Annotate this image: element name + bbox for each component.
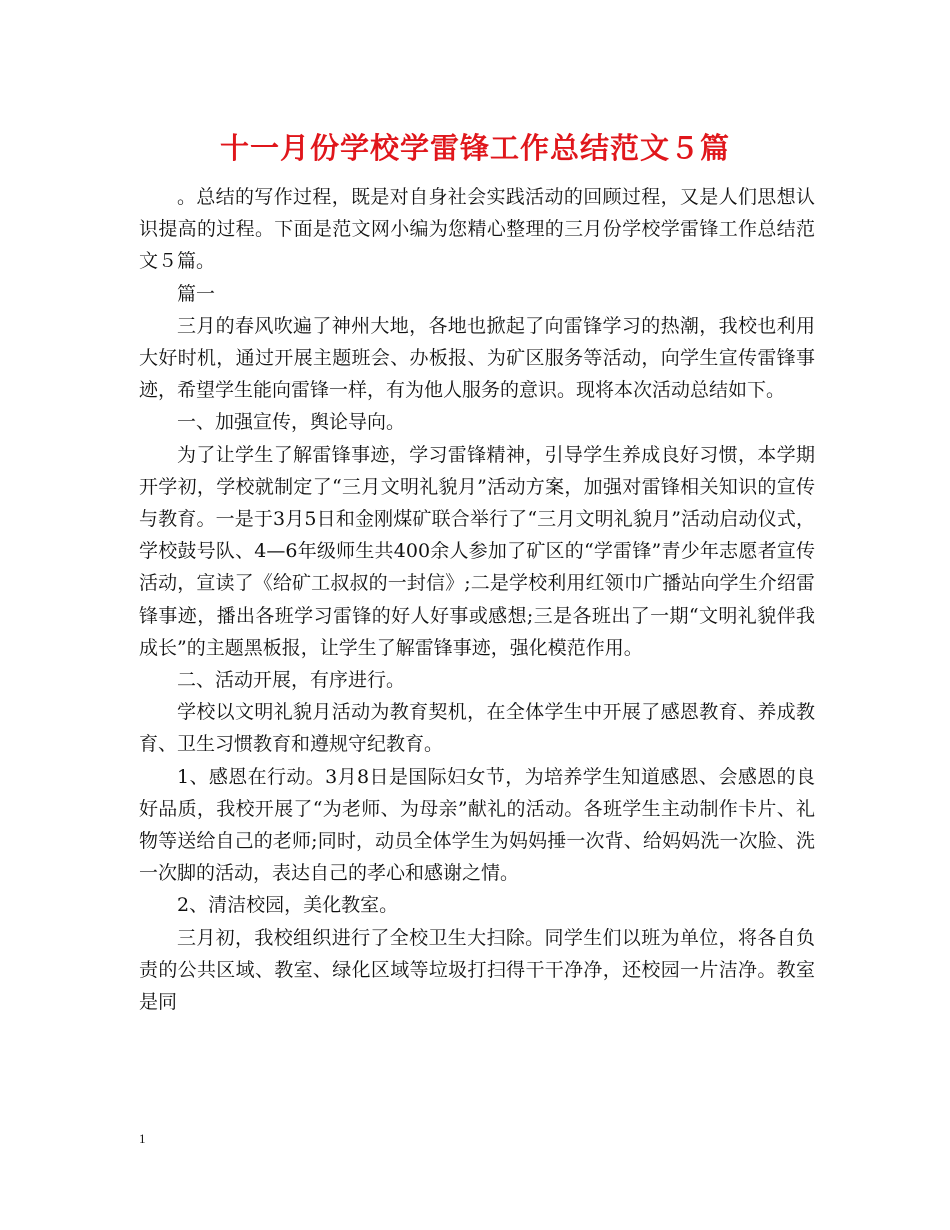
paragraph-promotion: 为了让学生了解雷锋事迹，学习雷锋精神，引导学生养成良好习惯，本学期开学初，学校就制定了“三月文明礼貌月”活动方案，加强对雷锋相关知识的宣传与教育。一是于3月5日和金刚煤矿联合举行了“三月文明礼貌月”活动启动仪式，学校鼓号队、4—6年级师生共400余人参加了矿区的“学雷锋”青少年志愿者宣传活动，宣读了《给矿工叔叔的一封信》;二是学校利用红领巾广播站向学生介绍雷锋事迹，播出各班学习雷锋的好人好事或感想;三是各班出了一期“文明礼貌伴我成长”的主题黑板报，让学生了解雷锋事迹，强化模范作用。 [139,443,815,659]
document-body [139,181,815,1018]
paragraph-gratitude: 1、感恩在行动。3月8日是国际妇女节，为培养学生知道感恩、会感恩的良好品质，我校开展了“为老师、为母亲”献礼的活动。各班学生主动制作卡片、礼物等送给自己的老师;同时，动员全体学生为妈妈捶一次背、给妈妈洗一次脸、洗一次脚的活动，表达自己的孝心和感谢之情。 [139,765,815,885]
heading-cleaning: 2、清洁校园，美化教室。 [177,894,399,917]
paragraph-section-label: 篇一 [177,282,216,305]
paragraph-cleaning: 三月初，我校组织进行了全校卫生大扫除。同学生们以班为单位，将各自负责的公共区域、教室、绿化区域等垃圾打扫得干干净净，还校园一片洁净。教室是同 [139,926,815,1014]
heading-promotion: 一、加强宣传，舆论导向。 [177,411,406,434]
paragraph-intro: 。总结的写作过程，既是对自身社会实践活动的回顾过程，又是人们思想认识提高的过程。下面是范文网小编为您精心整理的三月份学校学雷锋工作总结范文５篇。 [139,186,815,273]
heading-activities: 二、活动开展，有序进行。 [177,669,406,692]
paragraph-opening: 三月的春风吹遍了神州大地，各地也掀起了向雷锋学习的热潮，我校也利用大好时机，通过开展主题班会、办板报、为矿区服务等活动，向学生宣传雷锋事迹，希望学生能向雷锋一样，有为他人服务的意识。现将本次活动总结如下。 [139,314,815,402]
page-number: 1 [139,1131,146,1146]
document-title: 十一月份学校学雷锋工作总结范文５篇 [219,131,730,165]
paragraph-activities: 学校以文明礼貌月活动为教育契机，在全体学生中开展了感恩教育、养成教育、卫生习惯教育和遵规守纪教育。 [139,701,815,756]
